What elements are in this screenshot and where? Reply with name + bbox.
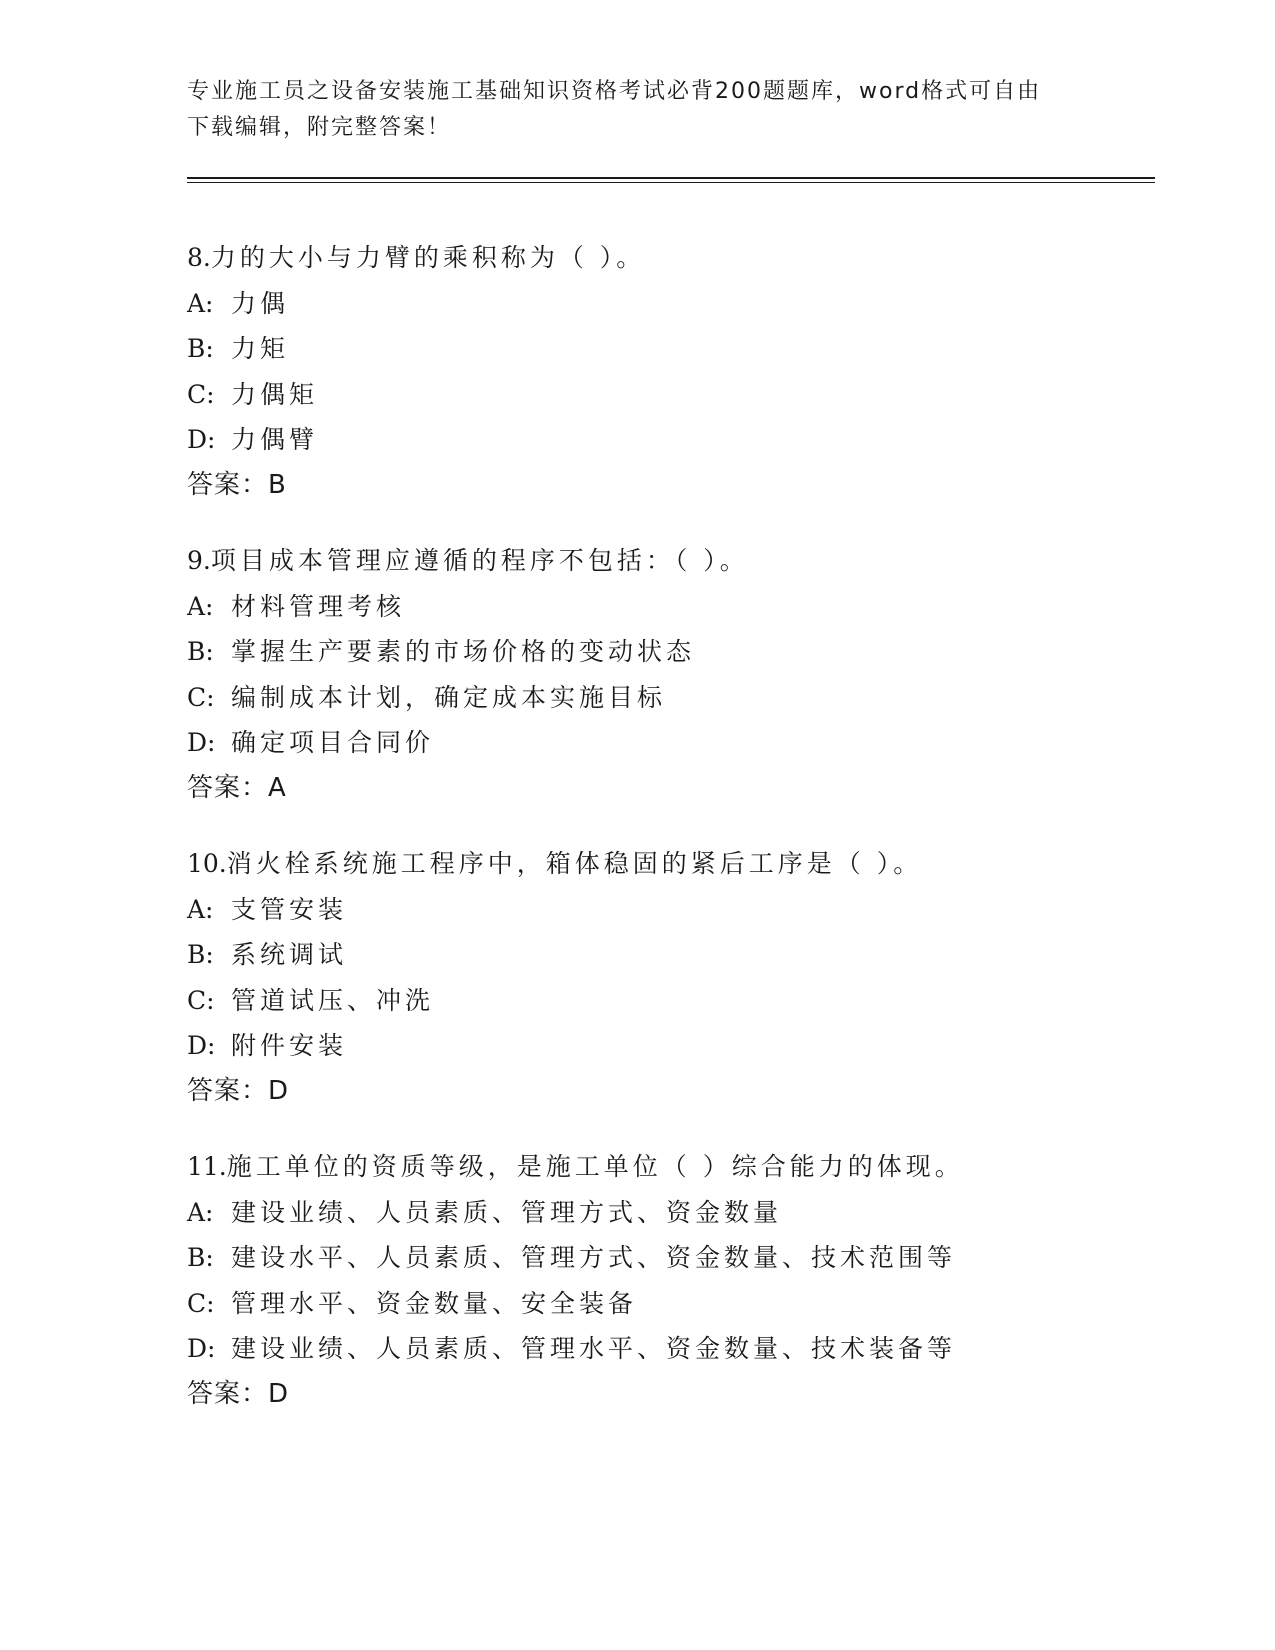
option-c [187,978,1167,1024]
option-text: 建设业绩、人员素质、管理方式、资金数量 [231,1197,783,1227]
question-text: 施工单位的资质等级，是施工单位（ ）综合能力的体现。 [226,1152,964,1181]
question-item [187,841,1167,1114]
option-letter: C: [187,379,215,409]
option-text: 支管安装 [231,894,348,924]
option-letter: A: [187,894,214,924]
option-text: 系统调试 [231,940,348,969]
option-text: 附件安装 [231,1031,348,1060]
option-c [187,1281,1167,1327]
question-text: 项目成本管理应遵循的程序不包括：（ ）。 [210,546,749,575]
question-text: 消火栓系统施工程序中，箱体稳固的紧后工序是（ ）。 [226,849,923,878]
question-number: 8. [187,243,211,272]
option-d [187,1326,1167,1372]
option-letter: A: [187,1197,214,1227]
question-item [187,538,1167,811]
option-d [187,417,1167,463]
option-text: 管道试压、冲洗 [231,985,435,1015]
option-letter: D: [187,1031,216,1060]
question-text: 力的大小与力臂的乘积称为（ ）。 [210,243,646,272]
option-text: 力矩 [231,334,290,363]
option-a [187,1190,1167,1236]
header-line-2: 下载编辑，附完整答案！ [187,115,452,140]
question-stem [187,235,1167,281]
option-letter: C: [187,682,215,712]
option-letter: B: [187,334,214,363]
answer-line: 答案：D [187,1075,290,1106]
option-b [187,629,1167,675]
option-letter: A: [187,591,214,621]
option-text: 力偶矩 [231,379,319,409]
option-a [187,887,1167,933]
option-a [187,584,1167,630]
question-stem [187,1144,1167,1190]
option-text: 掌握生产要素的市场价格的变动状态 [231,637,696,666]
option-c [187,675,1167,721]
option-d [187,1023,1167,1069]
option-letter: D: [187,425,216,454]
answer-line: 答案：A [187,772,287,803]
question-list [187,235,1167,1447]
option-text: 建设业绩、人员素质、管理水平、资金数量、技术装备等 [231,1334,957,1363]
question-stem [187,538,1167,584]
option-text: 材料管理考核 [231,591,406,621]
option-b [187,1235,1167,1281]
option-text: 确定项目合同价 [231,728,435,757]
question-number: 10. [187,849,227,878]
option-text: 管理水平、资金数量、安全装备 [231,1288,638,1318]
option-b [187,932,1167,978]
answer-line: 答案：B [187,469,287,500]
header-divider-thin [187,182,1155,183]
option-letter: C: [187,1288,215,1318]
question-number: 11. [187,1152,227,1181]
answer-line: 答案：D [187,1378,290,1409]
option-letter: C: [187,985,215,1015]
option-text: 力偶臂 [231,425,319,454]
option-c [187,372,1167,418]
option-letter: A: [187,288,214,318]
option-text: 力偶 [231,288,290,318]
question-number: 9. [187,546,211,575]
option-text: 编制成本计划，确定成本实施目标 [231,682,667,712]
option-a [187,281,1167,327]
question-item [187,1144,1167,1417]
document-header [187,74,1067,146]
option-letter: D: [187,728,216,757]
question-item [187,235,1167,508]
header-line-1: 专业施工员之设备安装施工基础知识资格考试必背200题题库，word格式可自由 [187,79,1042,104]
option-letter: B: [187,637,214,666]
option-b [187,326,1167,372]
option-letter: D: [187,1334,216,1363]
option-letter: B: [187,940,214,969]
option-letter: B: [187,1243,214,1272]
header-divider-thick [187,177,1155,179]
option-text: 建设水平、人员素质、管理方式、资金数量、技术范围等 [231,1243,957,1272]
question-stem [187,841,1167,887]
option-d [187,720,1167,766]
